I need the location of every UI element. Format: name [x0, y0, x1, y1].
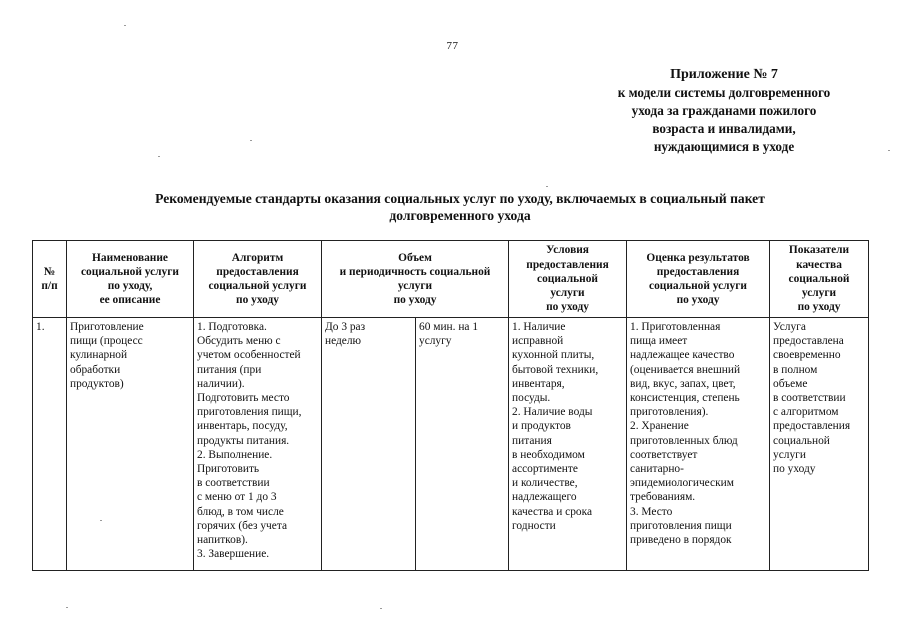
header-algorithm: Алгоритм предоставления социальной услуги по уходу — [194, 241, 322, 318]
cell-name: Приготовление пищи (процесс кулинарной обработки продуктов) — [67, 318, 194, 571]
cell-num: 1. — [33, 318, 67, 571]
document-title — [60, 190, 860, 224]
cell-evaluation: 1. Приготовленная пища имеет надлежащее качество (оценивается внешний вид, вкус, запах, цвет, консистенция, степень приготовления). 2. Хранение приготовленных блюд соответствует санитарно- эпидемиологическим требованиям. 3. Место приготовления пищи приведено в порядок — [627, 318, 770, 571]
table-header-row — [33, 241, 869, 318]
appendix-line: к модели системы долговременного — [617, 85, 831, 100]
appendix-block — [579, 66, 869, 156]
header-conditions: Условия предоставления социальной услуги по уходу — [509, 241, 627, 318]
header-quality: Показатели качества социальной услуги по уходу — [770, 241, 869, 318]
appendix-line: возраста и инвалидами, — [652, 121, 796, 136]
header-volume: Объем и периодичность социальной услуги по уходу — [322, 241, 509, 318]
appendix-line: ухода за гражданами пожилого — [631, 103, 817, 118]
cell-duration: 60 мин. на 1 услугу — [416, 318, 509, 571]
document-title-line: Рекомендуемые стандарты оказания социальных услуг по уходу, включаемых в социальный пакет — [155, 191, 765, 206]
table-row — [33, 318, 869, 571]
header-evaluation: Оценка результатов предоставления социальной услуги по уходу — [627, 241, 770, 318]
header-num: № п/п — [33, 241, 67, 318]
page-number: 77 — [446, 40, 459, 52]
scan-speck — [158, 156, 160, 157]
appendix-line: нуждающимися в уходе — [653, 139, 795, 154]
document-title-line: долговременного ухода — [389, 208, 531, 223]
scan-speck — [100, 520, 102, 521]
header-name: Наименование социальной услуги по уходу, ее описание — [67, 241, 194, 318]
scan-speck — [66, 607, 68, 608]
cell-quality: Услуга предоставлена своевременно в полном объеме в соответствии с алгоритмом предоставления социальной услуги по уходу — [770, 318, 869, 571]
cell-conditions: 1. Наличие исправной кухонной плиты, бытовой техники, инвентаря, посуды. 2. Наличие воды и продуктов питания в необходимом ассортименте и количестве, надлежащего качества и срока годности — [509, 318, 627, 571]
appendix-title: Приложение № 7 — [670, 67, 778, 82]
scan-speck — [124, 25, 126, 26]
scan-speck — [888, 150, 890, 151]
scan-speck — [250, 140, 252, 141]
scan-speck — [380, 608, 382, 609]
standards-table — [32, 240, 869, 571]
scan-speck — [546, 186, 548, 187]
cell-periodicity: До 3 раз неделю — [322, 318, 416, 571]
cell-algorithm: 1. Подготовка. Обсудить меню с учетом особенностей питания (при наличии). Подготовить место приготовления пищи, инвентарь, посуду, продукты питания. 2. Выполнение. Приготовить в соответствии с меню от 1 до 3 блюд, в том числе горячих (без учета напитков). 3. Завершение. — [194, 318, 322, 571]
